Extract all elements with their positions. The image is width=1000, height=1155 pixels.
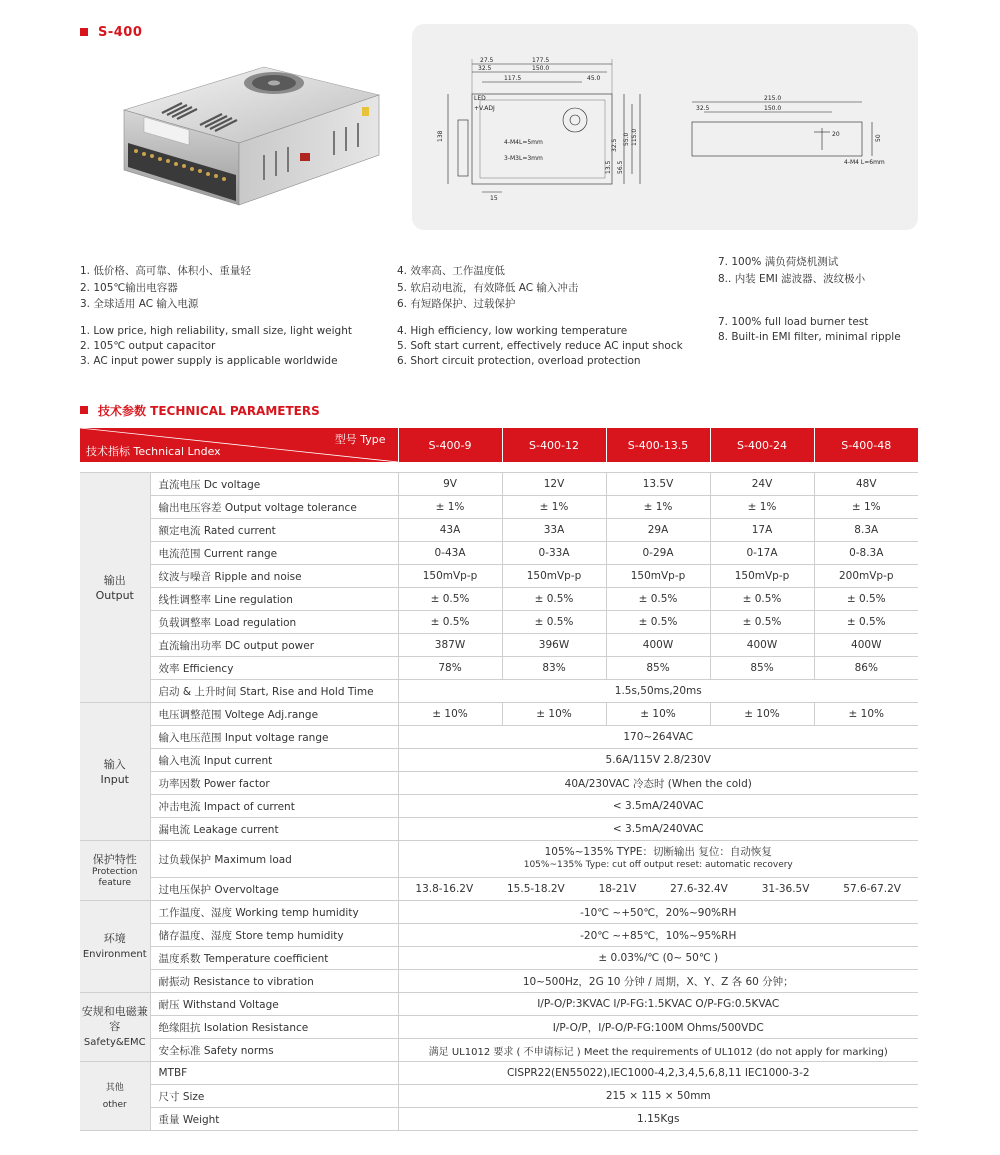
model-header: S-400-48: [814, 428, 918, 462]
group-safety: 安规和电磁兼容 Safety&EMC: [80, 993, 150, 1062]
table-row: [80, 749, 918, 772]
param-label: 电压调整范围 Voltege Adj.range: [150, 703, 398, 726]
table-cell: ± 0.5%: [502, 588, 606, 611]
table-cell: ± 10%: [814, 703, 918, 726]
table-row: [80, 680, 918, 703]
param-label: 效率 Efficiency: [150, 657, 398, 680]
table-cell: 0-8.3A: [814, 542, 918, 565]
dimension-drawing: [412, 24, 918, 230]
table-cell: I/P-O/P:3KVAC I/P-FG:1.5KVAC O/P-FG:0.5KVAC: [398, 993, 918, 1016]
table-row: [80, 542, 918, 565]
features-col3-cn: 7. 100% 满负荷烧机测试 8.. 内装 EMI 滤波器、波纹极小: [718, 256, 866, 285]
model-header: S-400-24: [710, 428, 814, 462]
table-row: [80, 772, 918, 795]
table-cell: 29A: [606, 519, 710, 542]
param-label: 冲击电流 Impact of current: [150, 795, 398, 818]
table-row: [80, 657, 918, 680]
param-label: 储存温度、湿度 Store temp humidity: [150, 924, 398, 947]
table-row: [80, 634, 918, 657]
title-marker: [80, 28, 88, 36]
table-cell: ± 0.5%: [710, 588, 814, 611]
features-col2-cn: 4. 效率高、工作温度低 5. 软启动电流，有效降低 AC 输入冲击 6. 有短路保护、过载保护: [397, 265, 579, 310]
table-cell: 150mVp-p: [398, 565, 502, 588]
param-label: 启动 & 上升时间 Start, Rise and Hold Time: [150, 680, 398, 703]
table-row: [80, 1085, 918, 1108]
dimension-drawing-panel: [412, 24, 918, 230]
param-label: 功率因数 Power factor: [150, 772, 398, 795]
table-cell: 215 × 115 × 50mm: [398, 1085, 918, 1108]
table-row: [80, 878, 918, 901]
param-label: 重量 Weight: [150, 1108, 398, 1131]
table-cell: ± 0.5%: [710, 611, 814, 634]
table-cell: 83%: [502, 657, 606, 680]
table-cell: CISPR22(EN55022),IEC1000-4,2,3,4,5,6,8,11 IEC1000-3-2: [398, 1062, 918, 1085]
table-cell: 170~264VAC: [398, 726, 918, 749]
header-index-label: 技术指标 Technical Lndex: [86, 445, 221, 458]
table-cell: 85%: [606, 657, 710, 680]
svg-text:27.5: 27.5: [480, 57, 494, 64]
model-header: S-400-9: [398, 428, 502, 462]
svg-text:3-M3L=3mm: 3-M3L=3mm: [504, 155, 543, 162]
table-cell: 78%: [398, 657, 502, 680]
param-label: 工作温度、湿度 Working temp humidity: [150, 901, 398, 924]
max-load-value: 105%~135% TYPE：切断输出 复位：自动恢复 105%~135% Type: cut off output reset: automatic recovery: [398, 841, 918, 878]
svg-text:15: 15: [490, 195, 498, 202]
section-title: 技术参数 TECHNICAL PARAMETERS: [98, 403, 320, 418]
features-col2-en: 4. High efficiency, low working temperature 5. Soft start current, effectively reduce AC input shock 6. Short circuit protection, overload protection: [397, 325, 683, 367]
svg-text:55.0: 55.0: [623, 132, 630, 146]
table-cell: 200mVp-p: [814, 565, 918, 588]
table-cell: 0-33A: [502, 542, 606, 565]
table-cell: 400W: [814, 634, 918, 657]
table-row: [80, 611, 918, 634]
group-environment: 环境 Environment: [80, 901, 150, 993]
table-row: [80, 588, 918, 611]
svg-text:215.0: 215.0: [764, 95, 782, 102]
table-cell: 1.15Kgs: [398, 1108, 918, 1131]
svg-text:20: 20: [832, 131, 840, 138]
table-row: [80, 473, 918, 496]
param-label: MTBF: [150, 1062, 398, 1085]
svg-text:138: 138: [437, 130, 444, 142]
svg-text:50: 50: [875, 134, 882, 142]
table-cell: 1.5s,50ms,20ms: [398, 680, 918, 703]
table-row: [80, 1039, 918, 1062]
table-row: [80, 947, 918, 970]
table-row: [80, 901, 918, 924]
table-cell: 24V: [710, 473, 814, 496]
features-col1-cn: 1. 低价格、高可靠、体积小、重量轻 2. 105℃输出电容器 3. 全球适用 AC 输入电源: [80, 265, 251, 310]
param-label: 尺寸 Size: [150, 1085, 398, 1108]
table-row: [80, 795, 918, 818]
table-cell: < 3.5mA/240VAC: [398, 818, 918, 841]
table-cell: ± 10%: [710, 703, 814, 726]
table-cell: 40A/230VAC 冷态时 (When the cold): [398, 772, 918, 795]
model-header: S-400-12: [502, 428, 606, 462]
svg-text:150.0: 150.0: [532, 65, 550, 72]
group-output: 输出 Output: [80, 473, 150, 703]
product-photo: [104, 55, 394, 220]
spec-table: [80, 428, 918, 1131]
param-label: 输出电压容差 Output voltage tolerance: [150, 496, 398, 519]
table-cell: 43A: [398, 519, 502, 542]
group-protection: 保护特性 Protection feature: [80, 841, 150, 901]
svg-text:4-M4 L=6mm: 4-M4 L=6mm: [844, 159, 885, 166]
param-label: 直流电压 Dc voltage: [150, 473, 398, 496]
header-corner: [80, 428, 398, 462]
param-label: 直流输出功率 DC output power: [150, 634, 398, 657]
table-cell: 48V: [814, 473, 918, 496]
group-other: 其他 other: [80, 1062, 150, 1131]
svg-text:LED: LED: [474, 95, 486, 102]
section-title-row: [80, 400, 320, 420]
table-cell: 5.6A/115V 2.8/230V: [398, 749, 918, 772]
features-col3-en: 7. 100% full load burner test 8. Built-in EMI filter, minimal ripple: [718, 316, 901, 343]
table-row: [80, 726, 918, 749]
table-cell: ± 0.5%: [814, 611, 918, 634]
param-label: 负载调整率 Load regulation: [150, 611, 398, 634]
table-cell: ± 0.5%: [814, 588, 918, 611]
table-cell: 86%: [814, 657, 918, 680]
overvoltage-values: 13.8-16.2V 15.5-18.2V 18-21V 27.6-32.4V 31-36.5V 57.6-67.2V: [398, 878, 918, 901]
param-label: 额定电流 Rated current: [150, 519, 398, 542]
table-row: [80, 1062, 918, 1085]
table-cell: < 3.5mA/240VAC: [398, 795, 918, 818]
model-header: S-400-13.5: [606, 428, 710, 462]
table-row: [80, 1108, 918, 1131]
table-cell: -10℃ ~+50℃，20%~90%RH: [398, 901, 918, 924]
svg-text:32.5: 32.5: [478, 65, 492, 72]
table-cell: ± 1%: [710, 496, 814, 519]
table-cell: 387W: [398, 634, 502, 657]
svg-text:32.5: 32.5: [696, 105, 710, 112]
table-cell: ± 10%: [398, 703, 502, 726]
section-marker: [80, 406, 88, 414]
param-label: 电流范围 Current range: [150, 542, 398, 565]
table-cell: 150mVp-p: [710, 565, 814, 588]
table-cell: ± 10%: [606, 703, 710, 726]
table-cell: 8.3A: [814, 519, 918, 542]
svg-text:150.0: 150.0: [764, 105, 782, 112]
table-cell: 0-29A: [606, 542, 710, 565]
table-cell: 9V: [398, 473, 502, 496]
param-label: 耐压 Withstand Voltage: [150, 993, 398, 1016]
table-cell: ± 1%: [502, 496, 606, 519]
table-cell: ± 1%: [606, 496, 710, 519]
svg-text:45.0: 45.0: [587, 75, 601, 82]
param-label: 纹波与噪音 Ripple and noise: [150, 565, 398, 588]
table-cell: ± 1%: [814, 496, 918, 519]
product-title-row: [80, 22, 142, 42]
svg-text:13.5: 13.5: [605, 160, 612, 174]
table-cell: [80, 462, 918, 473]
header-type-label: 型号 Type: [334, 433, 386, 446]
table-cell: 17A: [710, 519, 814, 542]
table-row: [80, 818, 918, 841]
group-input: 输入 Input: [80, 703, 150, 841]
table-cell: 150mVp-p: [502, 565, 606, 588]
product-title: S-400: [98, 24, 143, 40]
svg-text:117.5: 117.5: [504, 75, 522, 82]
table-cell: ± 10%: [502, 703, 606, 726]
param-label: 过负载保护 Maximum load: [150, 841, 398, 878]
table-row: [80, 841, 918, 878]
table-cell: ± 0.5%: [398, 611, 502, 634]
table-cell: 0-43A: [398, 542, 502, 565]
param-label: 过电压保护 Overvoltage: [150, 878, 398, 901]
table-cell: 0-17A: [710, 542, 814, 565]
table-cell: -20℃ ~+85℃，10%~95%RH: [398, 924, 918, 947]
param-label: 绝缘阻抗 Isolation Resistance: [150, 1016, 398, 1039]
table-cell: 12V: [502, 473, 606, 496]
param-label: 温度系数 Temperature coefficient: [150, 947, 398, 970]
param-label: 安全标准 Safety norms: [150, 1039, 398, 1062]
table-row: [80, 565, 918, 588]
table-cell: ± 0.5%: [502, 611, 606, 634]
param-label: 耐振动 Resistance to vibration: [150, 970, 398, 993]
table-row: [80, 924, 918, 947]
table-row: [80, 993, 918, 1016]
table-cell: 13.5V: [606, 473, 710, 496]
svg-text:177.5: 177.5: [532, 57, 550, 64]
table-cell: 85%: [710, 657, 814, 680]
table-cell: 396W: [502, 634, 606, 657]
table-cell: ± 0.5%: [606, 588, 710, 611]
table-row: [80, 703, 918, 726]
svg-text:56.5: 56.5: [617, 160, 624, 174]
table-cell: 33A: [502, 519, 606, 542]
table-cell: ± 0.03%/℃ (0~ 50℃ ): [398, 947, 918, 970]
table-cell: ± 1%: [398, 496, 502, 519]
table-cell: 满足 UL1012 要求 ( 不申请标记 ) Meet the requirements of UL1012 (do not apply for marking): [398, 1039, 918, 1062]
param-label: 漏电流 Leakage current: [150, 818, 398, 841]
svg-text:115.0: 115.0: [631, 128, 638, 146]
table-row: [80, 519, 918, 542]
svg-text:4-M4L=5mm: 4-M4L=5mm: [504, 139, 543, 146]
svg-text:32.5: 32.5: [611, 138, 618, 152]
table-cell: 400W: [606, 634, 710, 657]
table-cell: I/P-O/P，I/P-O/P-FG:100M Ohms/500VDC: [398, 1016, 918, 1039]
table-cell: ± 0.5%: [398, 588, 502, 611]
table-cell: ± 0.5%: [606, 611, 710, 634]
table-cell: 400W: [710, 634, 814, 657]
param-label: 输入电流 Input current: [150, 749, 398, 772]
table-cell: 150mVp-p: [606, 565, 710, 588]
svg-text:+V.ADJ: +V.ADJ: [474, 105, 495, 112]
table-cell: 10~500Hz，2G 10 分钟 / 周期，X、Y、Z 各 60 分钟；: [398, 970, 918, 993]
param-label: 输入电压范围 Input voltage range: [150, 726, 398, 749]
features-col1-en: 1. Low price, high reliability, small size, light weight 2. 105℃ output capacitor 3. AC input power supply is applicable worldwide: [80, 325, 352, 367]
param-label: 线性调整率 Line regulation: [150, 588, 398, 611]
table-row: [80, 970, 918, 993]
table-row: [80, 496, 918, 519]
table-header: [80, 428, 918, 462]
table-row: [80, 1016, 918, 1039]
